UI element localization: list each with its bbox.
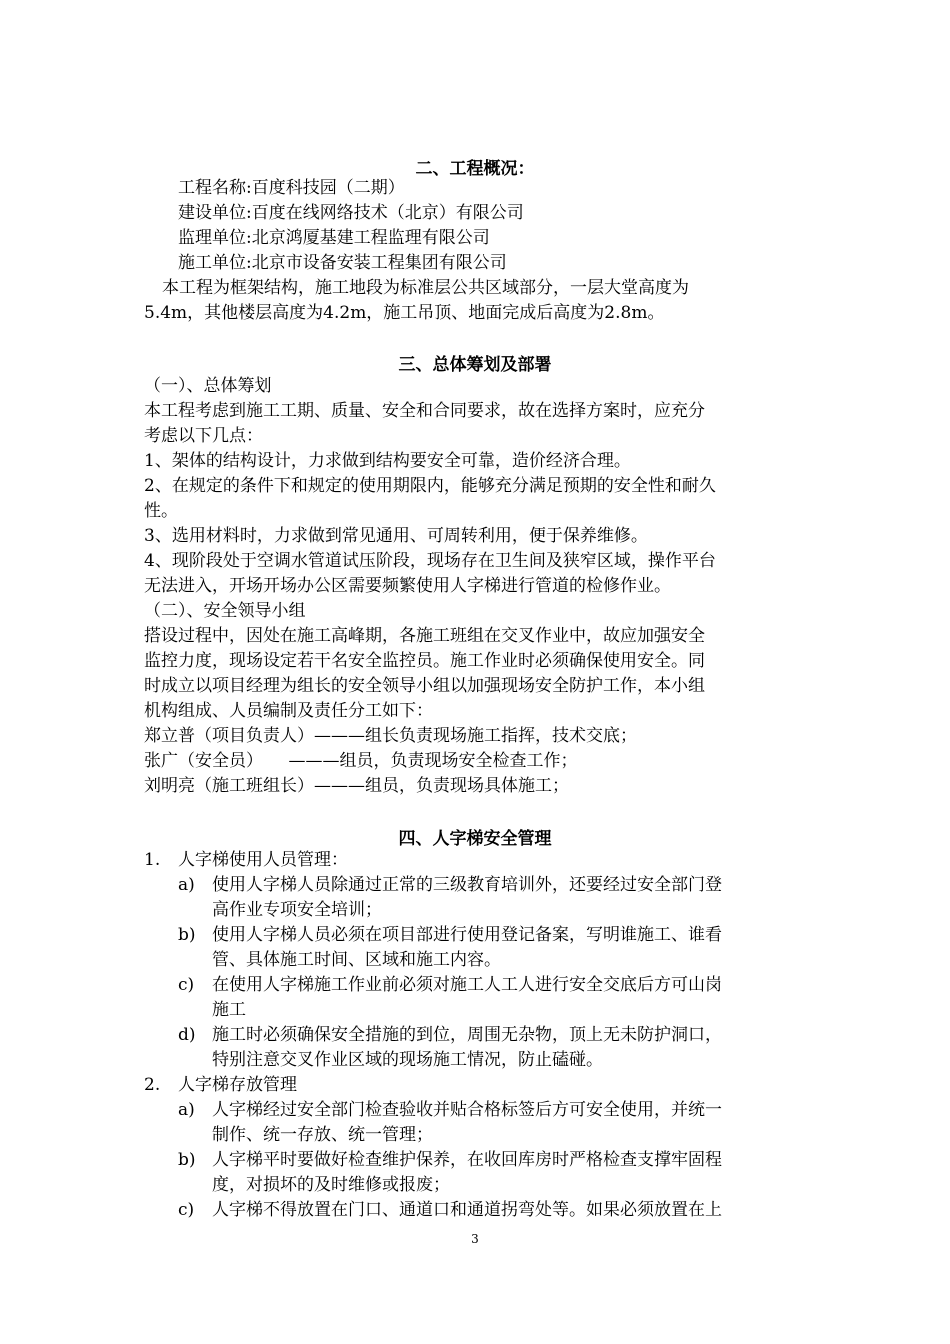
sub-item-label: a): [178, 875, 195, 895]
structure-text-line-2: 5.4m，其他楼层高度为4.2m，施工吊顶、地面完成后高度为2.8m。: [144, 303, 665, 323]
paragraph-line: 1、架体的结构设计，力求做到结构要安全可靠，造价经济合理。: [144, 451, 631, 471]
sub-item-continuation: 管、具体施工时间、区域和施工内容。: [212, 950, 501, 970]
section-heading-planning: 三、总体筹划及部署: [398, 355, 552, 375]
builder-line: 建设单位:百度在线网络技术（北京）有限公司: [178, 203, 524, 223]
sub-item-text: 人字梯平时要做好检查维护保养，在收回库房时严格检查支撑牢固程: [212, 1150, 722, 1170]
paragraph-line: 无法进入，开场开场办公区需要频繁使用人字梯进行管道的检修作业。: [144, 576, 671, 596]
list-item-text: 人字梯使用人员管理：: [178, 850, 348, 870]
paragraph-line: 3、选用材料时，力求做到常见通用、可周转利用，便于保养维修。: [144, 526, 648, 546]
sub-item-label: d): [178, 1025, 196, 1045]
team-member-line: 郑立普（项目负责人）———组长负责现场施工指挥，技术交底；: [144, 726, 637, 746]
paragraph-line: 搭设过程中，因处在施工高峰期，各施工班组在交叉作业中，故应加强安全: [144, 626, 705, 646]
sub-item-text: 施工时必须确保安全措施的到位，周围无杂物，顶上无未防护洞口，: [212, 1025, 722, 1045]
section-heading-overview: 二、工程概况：: [415, 159, 535, 179]
contractor-line: 施工单位:北京市设备安装工程集团有限公司: [178, 253, 507, 273]
sub-item-text: 使用人字梯人员必须在项目部进行使用登记备案，写明谁施工、谁看: [212, 925, 722, 945]
paragraph-line: 2、在规定的条件下和规定的使用期限内，能够充分满足预期的安全性和耐久: [144, 476, 716, 496]
paragraph-line: 机构组成、人员编制及责任分工如下：: [144, 701, 433, 721]
paragraph-line: 监控力度，现场设定若干名安全监控员。施工作业时必须确保使用安全。同: [144, 651, 705, 671]
paragraph-line: 本工程考虑到施工工期、质量、安全和合同要求，故在选择方案时，应充分: [144, 401, 705, 421]
sub-item-text: 在使用人字梯施工作业前必须对施工人工人进行安全交底后方可山岗: [212, 975, 722, 995]
sub-item-label: b): [178, 1150, 196, 1170]
sub-item-text: 人字梯不得放置在门口、通道口和通道拐弯处等。如果必须放置在上: [212, 1200, 722, 1220]
list-number: 1.: [144, 850, 161, 870]
list-number: 2.: [144, 1075, 161, 1095]
sub-item-label: c): [178, 975, 195, 995]
team-member-line: 刘明亮（施工班组长）———组员，负责现场具体施工；: [144, 776, 569, 796]
paragraph-line: 考虑以下几点：: [144, 426, 263, 446]
team-member-line: 张广（安全员） ———组员，负责现场安全检查工作；: [144, 751, 578, 771]
list-item-text: 人字梯存放管理: [178, 1075, 297, 1095]
sub-item-text: 使用人字梯人员除通过正常的三级教育培训外，还要经过安全部门登: [212, 875, 722, 895]
sub-item-continuation: 施工: [212, 1000, 246, 1020]
subheading-overall-plan: （一）、总体筹划: [144, 376, 272, 396]
paragraph-line: 时成立以项目经理为组长的安全领导小组以加强现场安全防护工作，本小组: [144, 676, 705, 696]
structure-text-line-1: 本工程为框架结构，施工地段为标准层公共区域部分，一层大堂高度为: [162, 278, 689, 298]
paragraph-line: 性。: [144, 501, 178, 521]
page-number: 3: [471, 1232, 479, 1246]
sub-item-label: c): [178, 1200, 195, 1220]
sub-item-continuation: 制作、统一存放、统一管理；: [212, 1125, 433, 1145]
subheading-safety-team: （二）、安全领导小组: [144, 601, 306, 621]
supervisor-line: 监理单位:北京鸿厦基建工程监理有限公司: [178, 228, 490, 248]
sub-item-label: a): [178, 1100, 195, 1120]
sub-item-text: 人字梯经过安全部门检查验收并贴合格标签后方可安全使用，并统一: [212, 1100, 722, 1120]
sub-item-continuation: 度，对损坏的及时维修或报废；: [212, 1175, 450, 1195]
sub-item-continuation: 特别注意交叉作业区域的现场施工情况，防止磕碰。: [212, 1050, 603, 1070]
project-name-line: 工程名称:百度科技园（二期）: [178, 178, 405, 198]
section-heading-ladder-safety: 四、人字梯安全管理: [398, 829, 552, 849]
paragraph-line: 4、现阶段处于空调水管道试压阶段，现场存在卫生间及狭窄区域，操作平台: [144, 551, 716, 571]
sub-item-label: b): [178, 925, 196, 945]
sub-item-continuation: 高作业专项安全培训；: [212, 900, 382, 920]
